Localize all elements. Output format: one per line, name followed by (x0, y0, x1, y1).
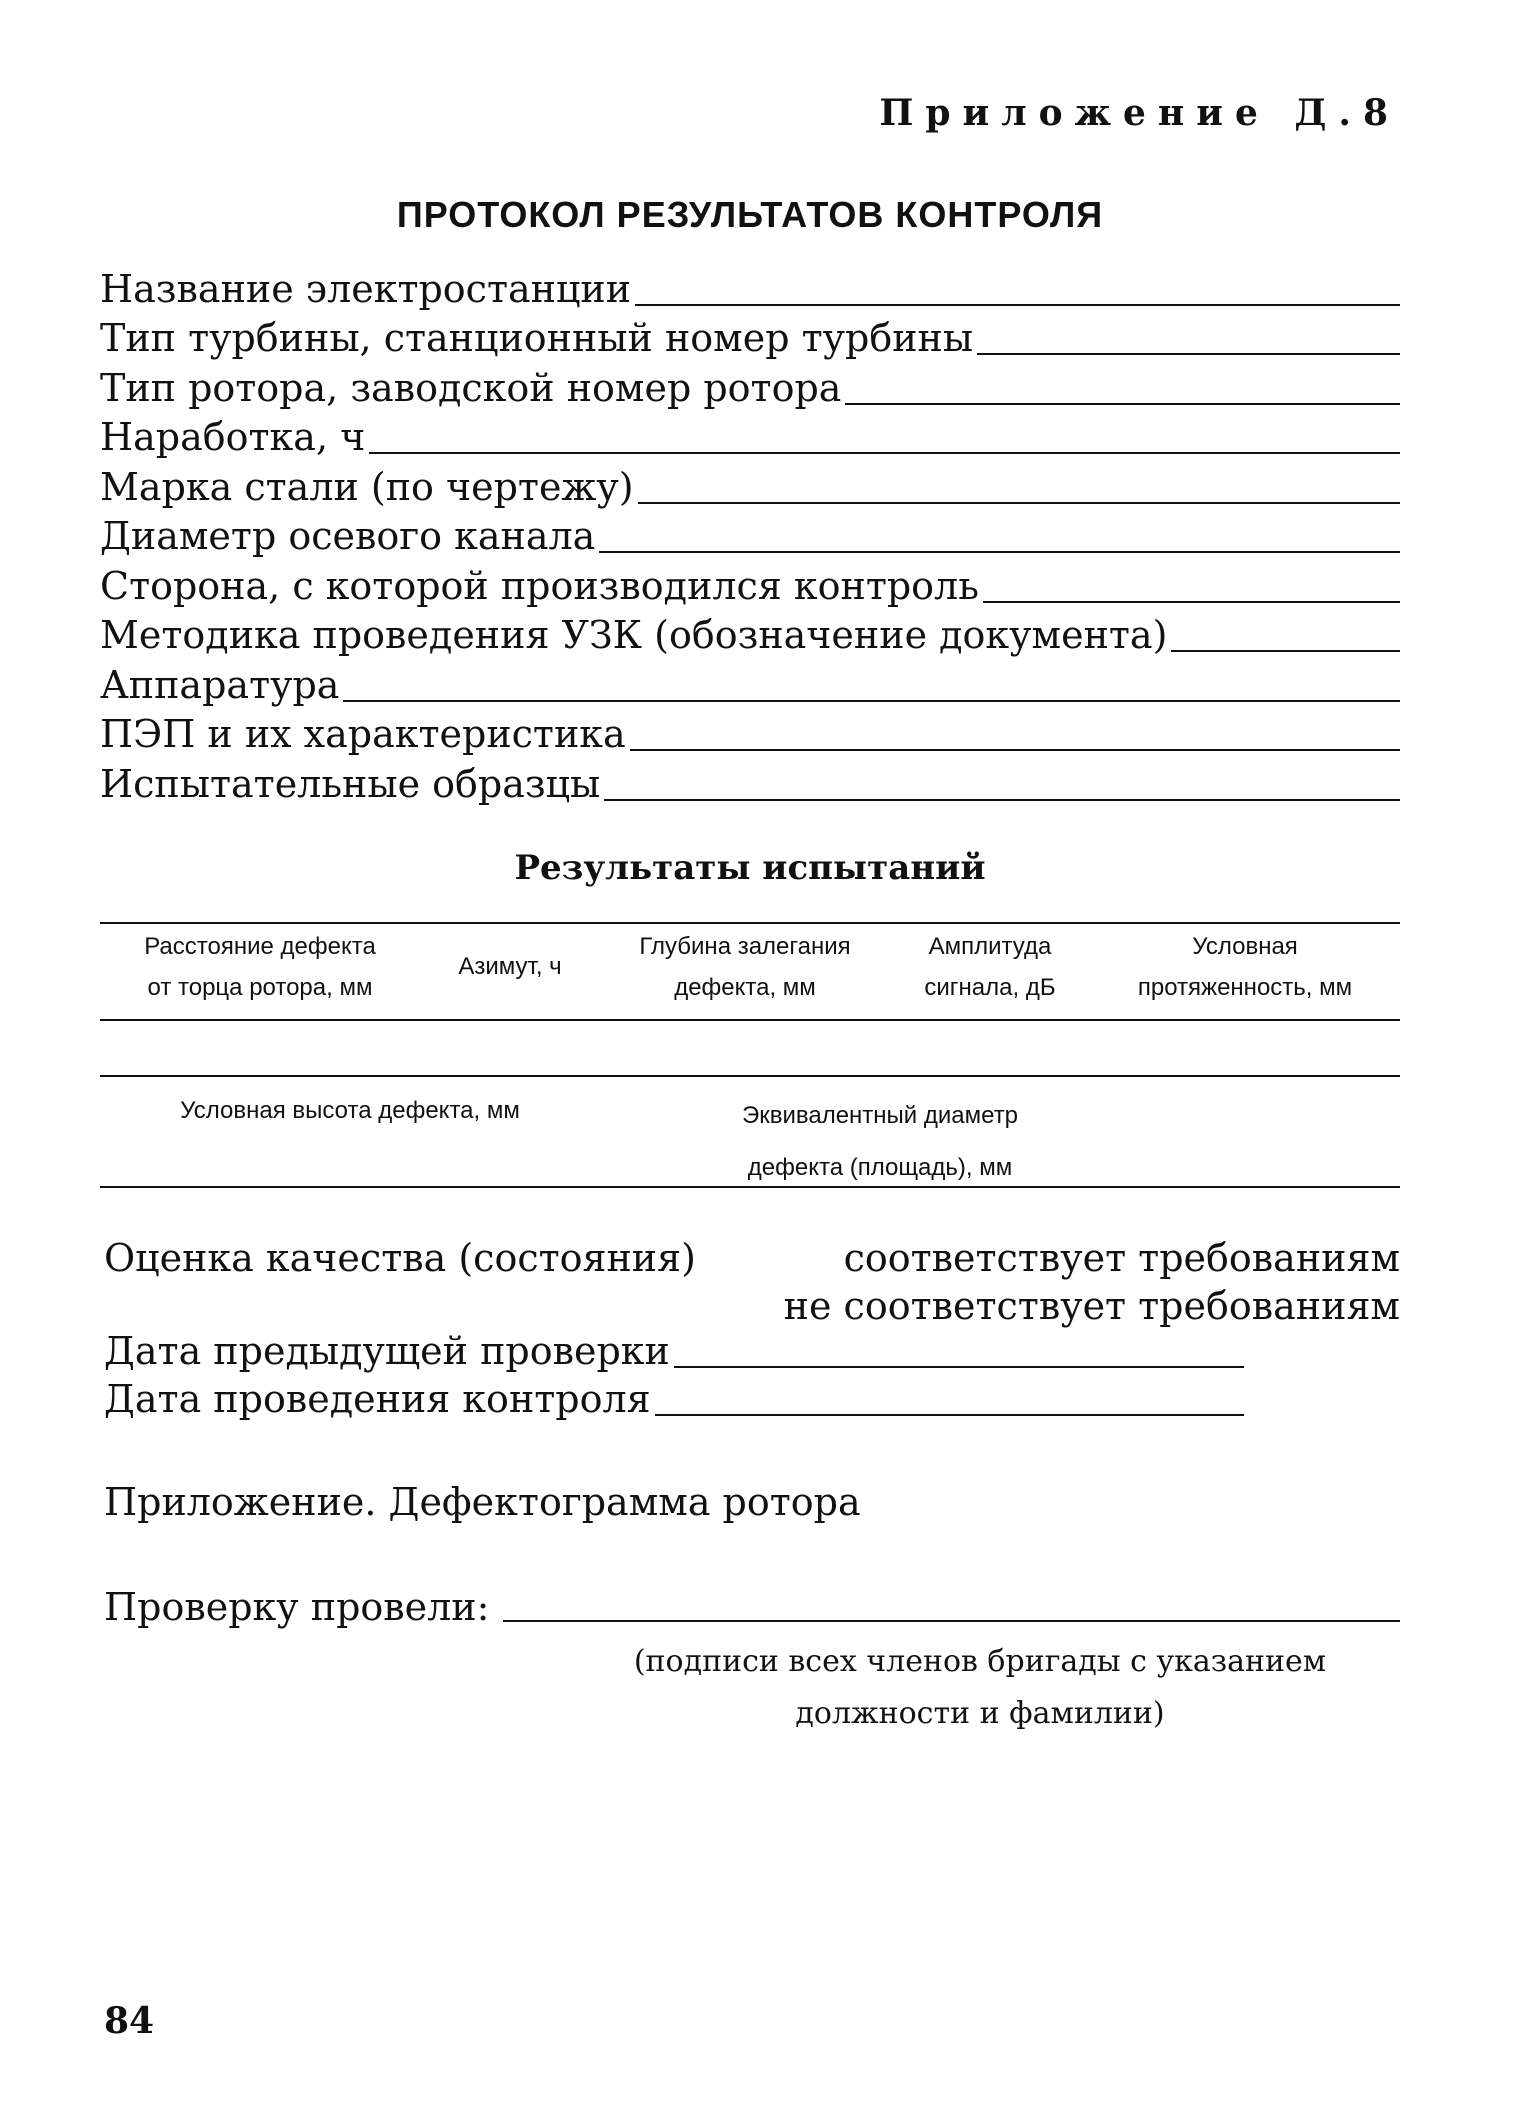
table-rule (100, 1075, 1400, 1077)
column-header-defect-distance: Расстояние дефекта от торца ротора, мм (144, 933, 376, 1001)
field-label: Тип турбины, станционный номер турбины (100, 316, 974, 360)
fill-in-line[interactable] (983, 601, 1400, 603)
field-transducers (100, 708, 1400, 758)
quality-option-compliant[interactable]: соответствует требованиям (843, 1236, 1400, 1280)
field-label: Название электростанции (100, 266, 632, 311)
appendix-label: Приложение Д.8 (879, 92, 1400, 134)
field-label: Сторона, с которой производился контроль (100, 563, 979, 608)
column-header-conventional-length: Условная протяженность, мм (1137, 933, 1353, 1001)
field-previous-date (104, 1324, 1244, 1374)
field-equipment (100, 658, 1400, 708)
fill-in-line[interactable] (343, 700, 1400, 702)
field-label: Испытательные образцы (100, 761, 601, 806)
field-label: ПЭП и их характеристика (100, 712, 626, 756)
quality-option-noncompliant[interactable]: не соответствует требованиям (783, 1284, 1400, 1328)
field-power-plant (100, 262, 1400, 312)
signature-line[interactable] (503, 1620, 1400, 1622)
fill-in-line[interactable] (638, 502, 1400, 504)
field-label: Диаметр осевого канала (100, 514, 596, 558)
attachment-note: Приложение. Дефектограмма ротора (104, 1480, 861, 1524)
quality-label: Оценка качества (состояния) (104, 1236, 696, 1280)
field-label: Тип ротора, заводской номер ротора (100, 365, 842, 410)
table-rule (100, 922, 1400, 924)
column-header-defect-depth: Глубина залегания дефекта, мм (639, 933, 851, 1001)
table-rule (100, 1186, 1400, 1188)
fill-in-line[interactable] (604, 799, 1400, 801)
field-label: Дата проведения контроля (104, 1377, 651, 1421)
results-heading: Результаты испытаний (514, 848, 986, 888)
fill-in-line[interactable] (369, 452, 1400, 454)
column-header-amplitude: Амплитуда сигнала, дБ (924, 933, 1056, 1001)
field-label: Наработка, ч (100, 415, 366, 459)
field-rotor-type (100, 361, 1400, 411)
column-header-defect-height: Условная высота дефекта, мм (180, 1097, 520, 1124)
signature-caption: (подписи всех членов бригады с указанием должности и фамилии) (633, 1644, 1327, 1731)
field-inspection-side (100, 559, 1400, 609)
field-method (100, 609, 1400, 659)
field-control-date (104, 1372, 1244, 1422)
table-rule (100, 1019, 1400, 1021)
protocol-title: ПРОТОКОЛ РЕЗУЛЬТАТОВ КОНТРОЛЯ (396, 194, 1104, 235)
field-label: Марка стали (по чертежу) (100, 464, 634, 509)
fill-in-line[interactable] (635, 304, 1400, 306)
signature-label: Проверку провели: (104, 1585, 490, 1629)
protocol-fields (100, 262, 1400, 807)
fill-in-line[interactable] (845, 403, 1400, 405)
signature-field (104, 1578, 1400, 1630)
field-label: Аппаратура (100, 662, 340, 707)
fill-in-line[interactable] (977, 353, 1400, 355)
field-steel-grade (100, 460, 1400, 510)
fill-in-line[interactable] (599, 551, 1400, 553)
fill-in-line[interactable] (655, 1414, 1244, 1416)
field-bore-diameter (100, 510, 1400, 560)
column-header-azimuth: Азимут, ч (458, 953, 562, 980)
field-operating-hours (100, 411, 1400, 461)
field-label: Методика проведения УЗК (обозначение документа) (100, 613, 1168, 657)
fill-in-line[interactable] (1171, 650, 1400, 652)
field-turbine-type (100, 312, 1400, 362)
field-label: Дата предыдущей проверки (104, 1329, 670, 1373)
column-header-equivalent-diameter: Эквивалентный диаметр дефекта (площадь), мм (741, 1102, 1019, 1181)
field-test-samples (100, 757, 1400, 807)
fill-in-line[interactable] (674, 1366, 1244, 1368)
fill-in-line[interactable] (630, 749, 1400, 751)
page-number: 84 (104, 2000, 155, 2042)
